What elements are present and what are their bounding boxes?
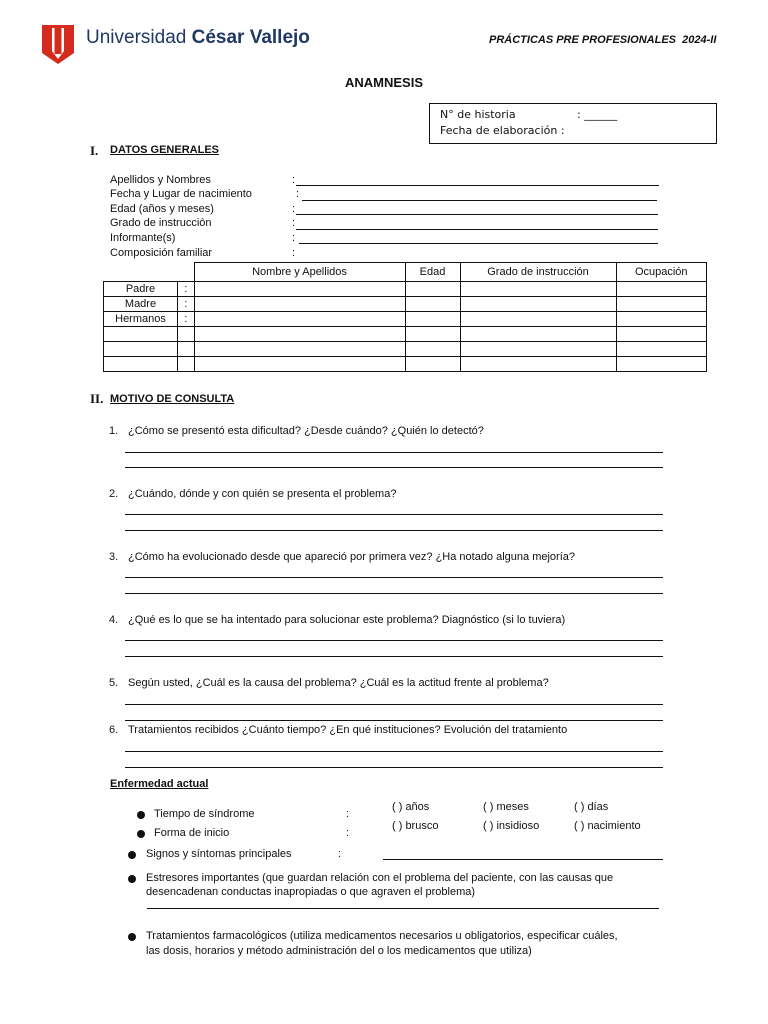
cell[interactable]: [616, 342, 707, 357]
cell[interactable]: [616, 312, 707, 327]
row-sep: :: [178, 282, 195, 297]
header-education: Grado de instrucción: [460, 263, 616, 282]
signs-input-line[interactable]: [383, 859, 663, 860]
age-input-line[interactable]: [296, 214, 658, 215]
table-row: [104, 312, 707, 327]
field-label-birth: Fecha y Lugar de nacimiento: [110, 188, 252, 200]
question-text: Tratamientos recibidos ¿Cuánto tiempo? ¿En qué instituciones? Evolución del tratamiento: [128, 724, 568, 736]
field-sep: :: [292, 232, 296, 244]
cell[interactable]: [194, 297, 405, 312]
pharma-text-2: las dosis, horarios y método administración del o los medicamentos que utiliza): [146, 945, 532, 957]
row-sep: :: [178, 297, 195, 312]
bullet-icon: [128, 875, 136, 883]
cell[interactable]: [616, 327, 707, 342]
university-shield-icon: [40, 25, 76, 65]
family-table-header: [104, 263, 707, 282]
signs-sep: :: [338, 848, 342, 860]
question-text: Según usted, ¿Cuál es la causa del problema? ¿Cuál es la actitud frente al problema?: [128, 677, 549, 689]
onset-sep: :: [346, 827, 350, 839]
field-sep: :: [292, 247, 296, 259]
option-insidious[interactable]: ( ) insidioso: [483, 820, 540, 832]
bullet-icon: [137, 811, 145, 819]
table-row: [104, 297, 707, 312]
education-input-line[interactable]: [296, 229, 658, 230]
cell[interactable]: [405, 282, 460, 297]
cell[interactable]: [194, 357, 405, 372]
signs-label: Signos y síntomas principales: [146, 848, 292, 860]
answer-line[interactable]: [125, 720, 663, 721]
bullet-icon: [137, 830, 145, 838]
current-illness-title: Enfermedad actual: [110, 778, 209, 790]
cell[interactable]: [405, 357, 460, 372]
question-number: 5.: [109, 677, 119, 689]
cell[interactable]: [194, 282, 405, 297]
section1-numeral: I.: [90, 143, 99, 158]
answer-line[interactable]: [125, 767, 663, 768]
answer-line[interactable]: [125, 530, 663, 531]
row-sep: :: [178, 312, 195, 327]
table-row: [104, 342, 707, 357]
question-text: ¿Qué es lo que se ha intentado para solucionar este problema? Diagnóstico (si lo tuviera): [128, 614, 566, 626]
answer-line[interactable]: [125, 640, 663, 641]
university-name-bold: César Vallejo: [191, 27, 310, 48]
cell[interactable]: [405, 297, 460, 312]
cell[interactable]: [460, 357, 616, 372]
field-sep: :: [296, 188, 300, 200]
field-label-age: Edad (años y meses): [110, 203, 214, 215]
field-label-education: Grado de instrucción: [110, 217, 212, 229]
question-number: 4.: [109, 614, 119, 626]
cell[interactable]: [405, 327, 460, 342]
question-text: ¿Cuándo, dónde y con quién se presenta el problema?: [128, 488, 397, 500]
answer-line[interactable]: [125, 751, 663, 752]
row-label: [104, 327, 178, 342]
question-number: 2.: [109, 488, 119, 500]
table-row: [104, 282, 707, 297]
section1-title: DATOS GENERALES: [110, 144, 219, 156]
question-text: ¿Cómo se presentó esta dificultad? ¿Desde cuándo? ¿Quién lo detectó?: [128, 425, 484, 437]
row-label-mother: Madre: [104, 297, 178, 312]
birth-input-line[interactable]: [302, 200, 657, 201]
answer-line[interactable]: [125, 514, 663, 515]
cell: [178, 357, 195, 372]
row-label-father: Padre: [104, 282, 178, 297]
answer-line[interactable]: [125, 577, 663, 578]
history-label: N° de historia: [440, 108, 516, 121]
field-label-informant: Informante(s): [110, 232, 176, 244]
header-name: Nombre y Apellidos: [194, 263, 405, 282]
option-months[interactable]: ( ) meses: [483, 801, 529, 813]
history-field[interactable]: : ______: [577, 108, 618, 121]
section2-title: MOTIVO DE CONSULTA: [110, 393, 235, 405]
cell[interactable]: [460, 342, 616, 357]
pharma-text-1: Tratamientos farmacológicos (utiliza medicamentos necesarios u obligatorios, especificar cuáles,: [146, 930, 618, 942]
header-occupation: Ocupación: [616, 263, 707, 282]
cell[interactable]: [460, 282, 616, 297]
answer-line[interactable]: [125, 467, 663, 468]
answer-line[interactable]: [125, 452, 663, 453]
university-name: [86, 27, 310, 49]
section2-numeral: II.: [90, 391, 104, 406]
cell[interactable]: [616, 357, 707, 372]
answer-line[interactable]: [125, 704, 663, 705]
university-logo: [40, 25, 76, 65]
cell: [178, 342, 195, 357]
option-days[interactable]: ( ) días: [574, 801, 609, 813]
question-number: 1.: [109, 425, 119, 437]
stressors-input-line[interactable]: [147, 908, 659, 909]
page-title: ANAMNESIS: [344, 75, 423, 90]
option-years[interactable]: ( ) años: [392, 801, 430, 813]
stressors-text-2: desencadenan conductas inapropiadas o que agraven el problema): [146, 886, 476, 898]
field-sep: :: [292, 203, 296, 215]
cell[interactable]: [616, 297, 707, 312]
cell[interactable]: [405, 342, 460, 357]
family-table: [103, 262, 707, 372]
answer-line[interactable]: [125, 656, 663, 657]
option-sudden[interactable]: ( ) brusco: [392, 820, 439, 832]
header-age: Edad: [405, 263, 460, 282]
duration-label: Tiempo de síndrome: [154, 808, 255, 820]
question-text: ¿Cómo ha evolucionado desde que apareció por primera vez? ¿Ha notado alguna mejoría?: [128, 551, 575, 563]
duration-sep: :: [346, 808, 350, 820]
row-label-siblings: Hermanos: [104, 312, 178, 327]
cell[interactable]: [405, 312, 460, 327]
table-row: [104, 327, 707, 342]
cell[interactable]: [460, 327, 616, 342]
question-number: 6.: [109, 724, 119, 736]
cell[interactable]: [616, 282, 707, 297]
option-birth[interactable]: ( ) nacimiento: [574, 820, 641, 832]
cell[interactable]: [194, 342, 405, 357]
cell: [178, 327, 195, 342]
onset-label: Forma de inicio: [154, 827, 230, 839]
row-label: [104, 357, 178, 372]
bullet-icon: [128, 933, 136, 941]
bullet-icon: [128, 851, 136, 859]
name-input-line[interactable]: [296, 185, 659, 186]
question-number: 3.: [109, 551, 119, 563]
cell[interactable]: [460, 312, 616, 327]
cell[interactable]: [194, 312, 405, 327]
program-label: PRÁCTICAS PRE PROFESIONALES 2024-II: [489, 34, 717, 46]
cell[interactable]: [194, 327, 405, 342]
informant-input-line[interactable]: [299, 243, 658, 244]
elaboration-date-label: Fecha de elaboración :: [440, 124, 565, 137]
university-name-plain: Universidad: [86, 27, 192, 48]
field-sep: :: [292, 217, 296, 229]
table-row: [104, 357, 707, 372]
stressors-text-1: Estresores importantes (que guardan relación con el problema del paciente, con las causas que: [146, 872, 614, 884]
field-label-name: Apellidos y Nombres: [110, 174, 211, 186]
cell[interactable]: [460, 297, 616, 312]
answer-line[interactable]: [125, 593, 663, 594]
field-label-family: Composición familiar: [110, 247, 213, 259]
field-sep: :: [292, 174, 296, 186]
row-label: [104, 342, 178, 357]
